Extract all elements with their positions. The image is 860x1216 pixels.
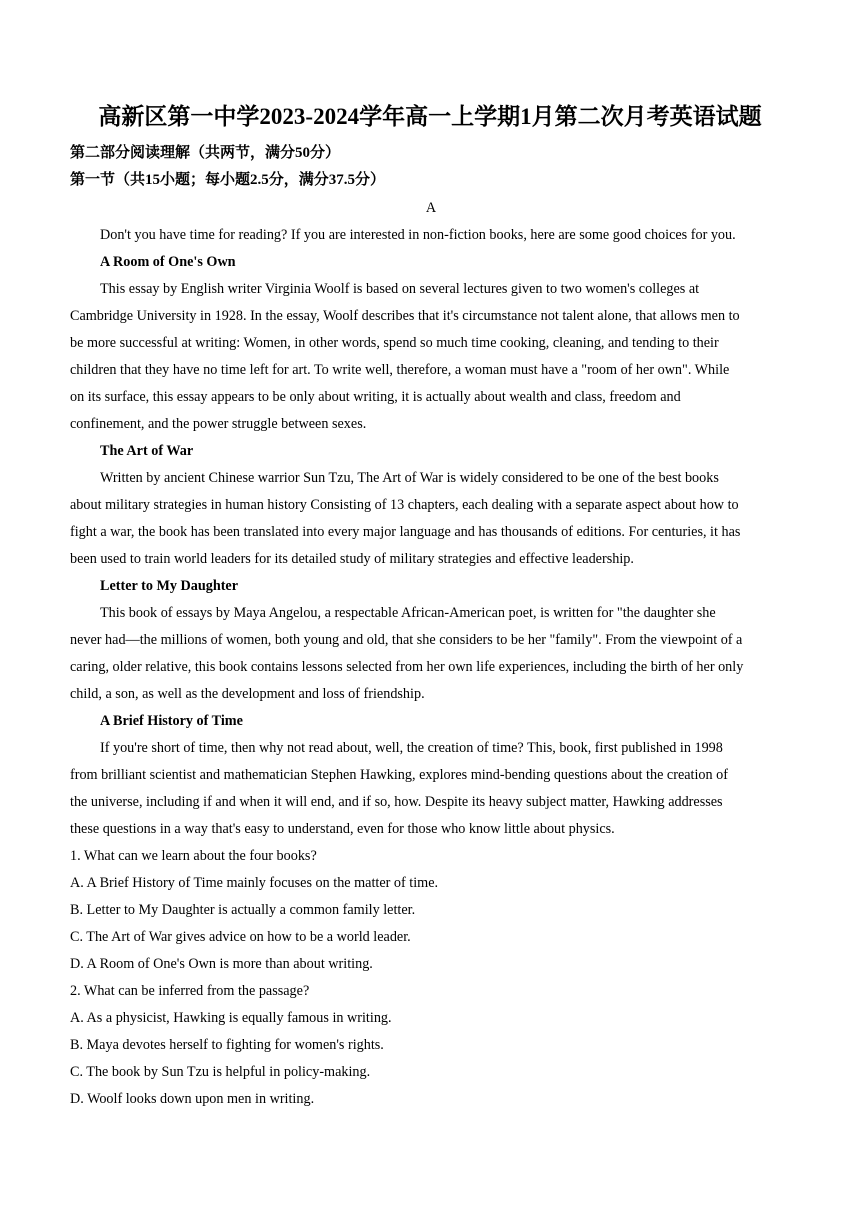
- question-option: B. Maya devotes herself to fighting for women's rights.: [70, 1037, 384, 1053]
- book-text-line: these questions in a way that's easy to understand, even for those who know little about physics.: [70, 821, 615, 837]
- section-part-heading: 第二部分阅读理解（共两节，满分50分）: [70, 145, 341, 161]
- question-option: C. The Art of War gives advice on how to be a world leader.: [70, 929, 411, 945]
- book-text-line: Written by ancient Chinese warrior Sun Tzu, The Art of War is widely considered to be one of the best books: [100, 470, 719, 486]
- book-text-line: confinement, and the power struggle between sexes.: [70, 416, 367, 432]
- book-text-line: Cambridge University in 1928. In the essay, Woolf describes that it's circumstance not talent alone, that allows men to: [70, 308, 740, 324]
- book-text-line: be more successful at writing: Women, in other words, spend so much time cooking, cleaning, and tending to their: [70, 335, 719, 351]
- book-text-line: This essay by English writer Virginia Woolf is based on several lectures given to two women's colleges at: [100, 281, 700, 297]
- question-option: B. Letter to My Daughter is actually a common family letter.: [70, 902, 416, 918]
- book-title: The Art of War: [100, 443, 194, 459]
- book-text-line: caring, older relative, this book contains lessons selected from her own life experiences, including the birth of her only: [70, 659, 744, 675]
- question-option: D. A Room of One's Own is more than about writing.: [70, 956, 373, 972]
- book-text-line: fight a war, the book has been translated into every major language and has thousands of editions. For centuries, it has: [70, 524, 741, 540]
- question-option: C. The book by Sun Tzu is helpful in policy-making.: [70, 1064, 371, 1080]
- passage-intro: Don't you have time for reading? If you are interested in non-fiction books, here are some good choices for you.: [100, 227, 736, 243]
- book-text-line: children that they have no time left for art. To write well, therefore, a woman must have a "room of her own". While: [70, 362, 730, 378]
- book-text-line: on its surface, this essay appears to be only about writing, it is actually about wealth and class, freedom and: [70, 389, 681, 405]
- passage-label: A: [425, 200, 437, 216]
- book-text-line: If you're short of time, then why not read about, well, the creation of time? This, book, first published in 1998: [100, 740, 723, 756]
- page-title: 高新区第一中学2023-2024学年高一上学期1月第二次月考英语试题: [98, 104, 762, 129]
- question-stem: 2. What can be inferred from the passage?: [70, 983, 310, 999]
- section-one-heading: 第一节（共15小题；每小题2.5分，满分37.5分）: [70, 172, 386, 188]
- question-stem: 1. What can we learn about the four books?: [70, 848, 317, 864]
- question-option: D. Woolf looks down upon men in writing.: [70, 1091, 315, 1107]
- book-text-line: from brilliant scientist and mathematician Stephen Hawking, explores mind-bending questions about the creation of: [70, 767, 728, 783]
- book-text-line: This book of essays by Maya Angelou, a respectable African-American poet, is written for "the daughter she: [100, 605, 716, 621]
- book-text-line: the universe, including if and when it will end, and if so, how. Despite its heavy subject matter, Hawking addresses: [70, 794, 723, 810]
- book-text-line: about military strategies in human history Consisting of 13 chapters, each dealing with a separate aspect about how to: [70, 497, 739, 513]
- book-title: Letter to My Daughter: [100, 578, 239, 594]
- book-text-line: never had—the millions of women, both young and old, that she considers to be her "family". From the viewpoint of a: [70, 632, 743, 648]
- question-option: A. A Brief History of Time mainly focuses on the matter of time.: [70, 875, 439, 891]
- question-option: A. As a physicist, Hawking is equally famous in writing.: [70, 1010, 392, 1026]
- book-text-line: been used to train world leaders for its detailed study of military strategies and effective leadership.: [70, 551, 634, 567]
- book-title: A Room of One's Own: [100, 254, 236, 270]
- book-text-line: child, a son, as well as the development and loss of friendship.: [70, 686, 425, 702]
- book-title: A Brief History of Time: [100, 713, 243, 729]
